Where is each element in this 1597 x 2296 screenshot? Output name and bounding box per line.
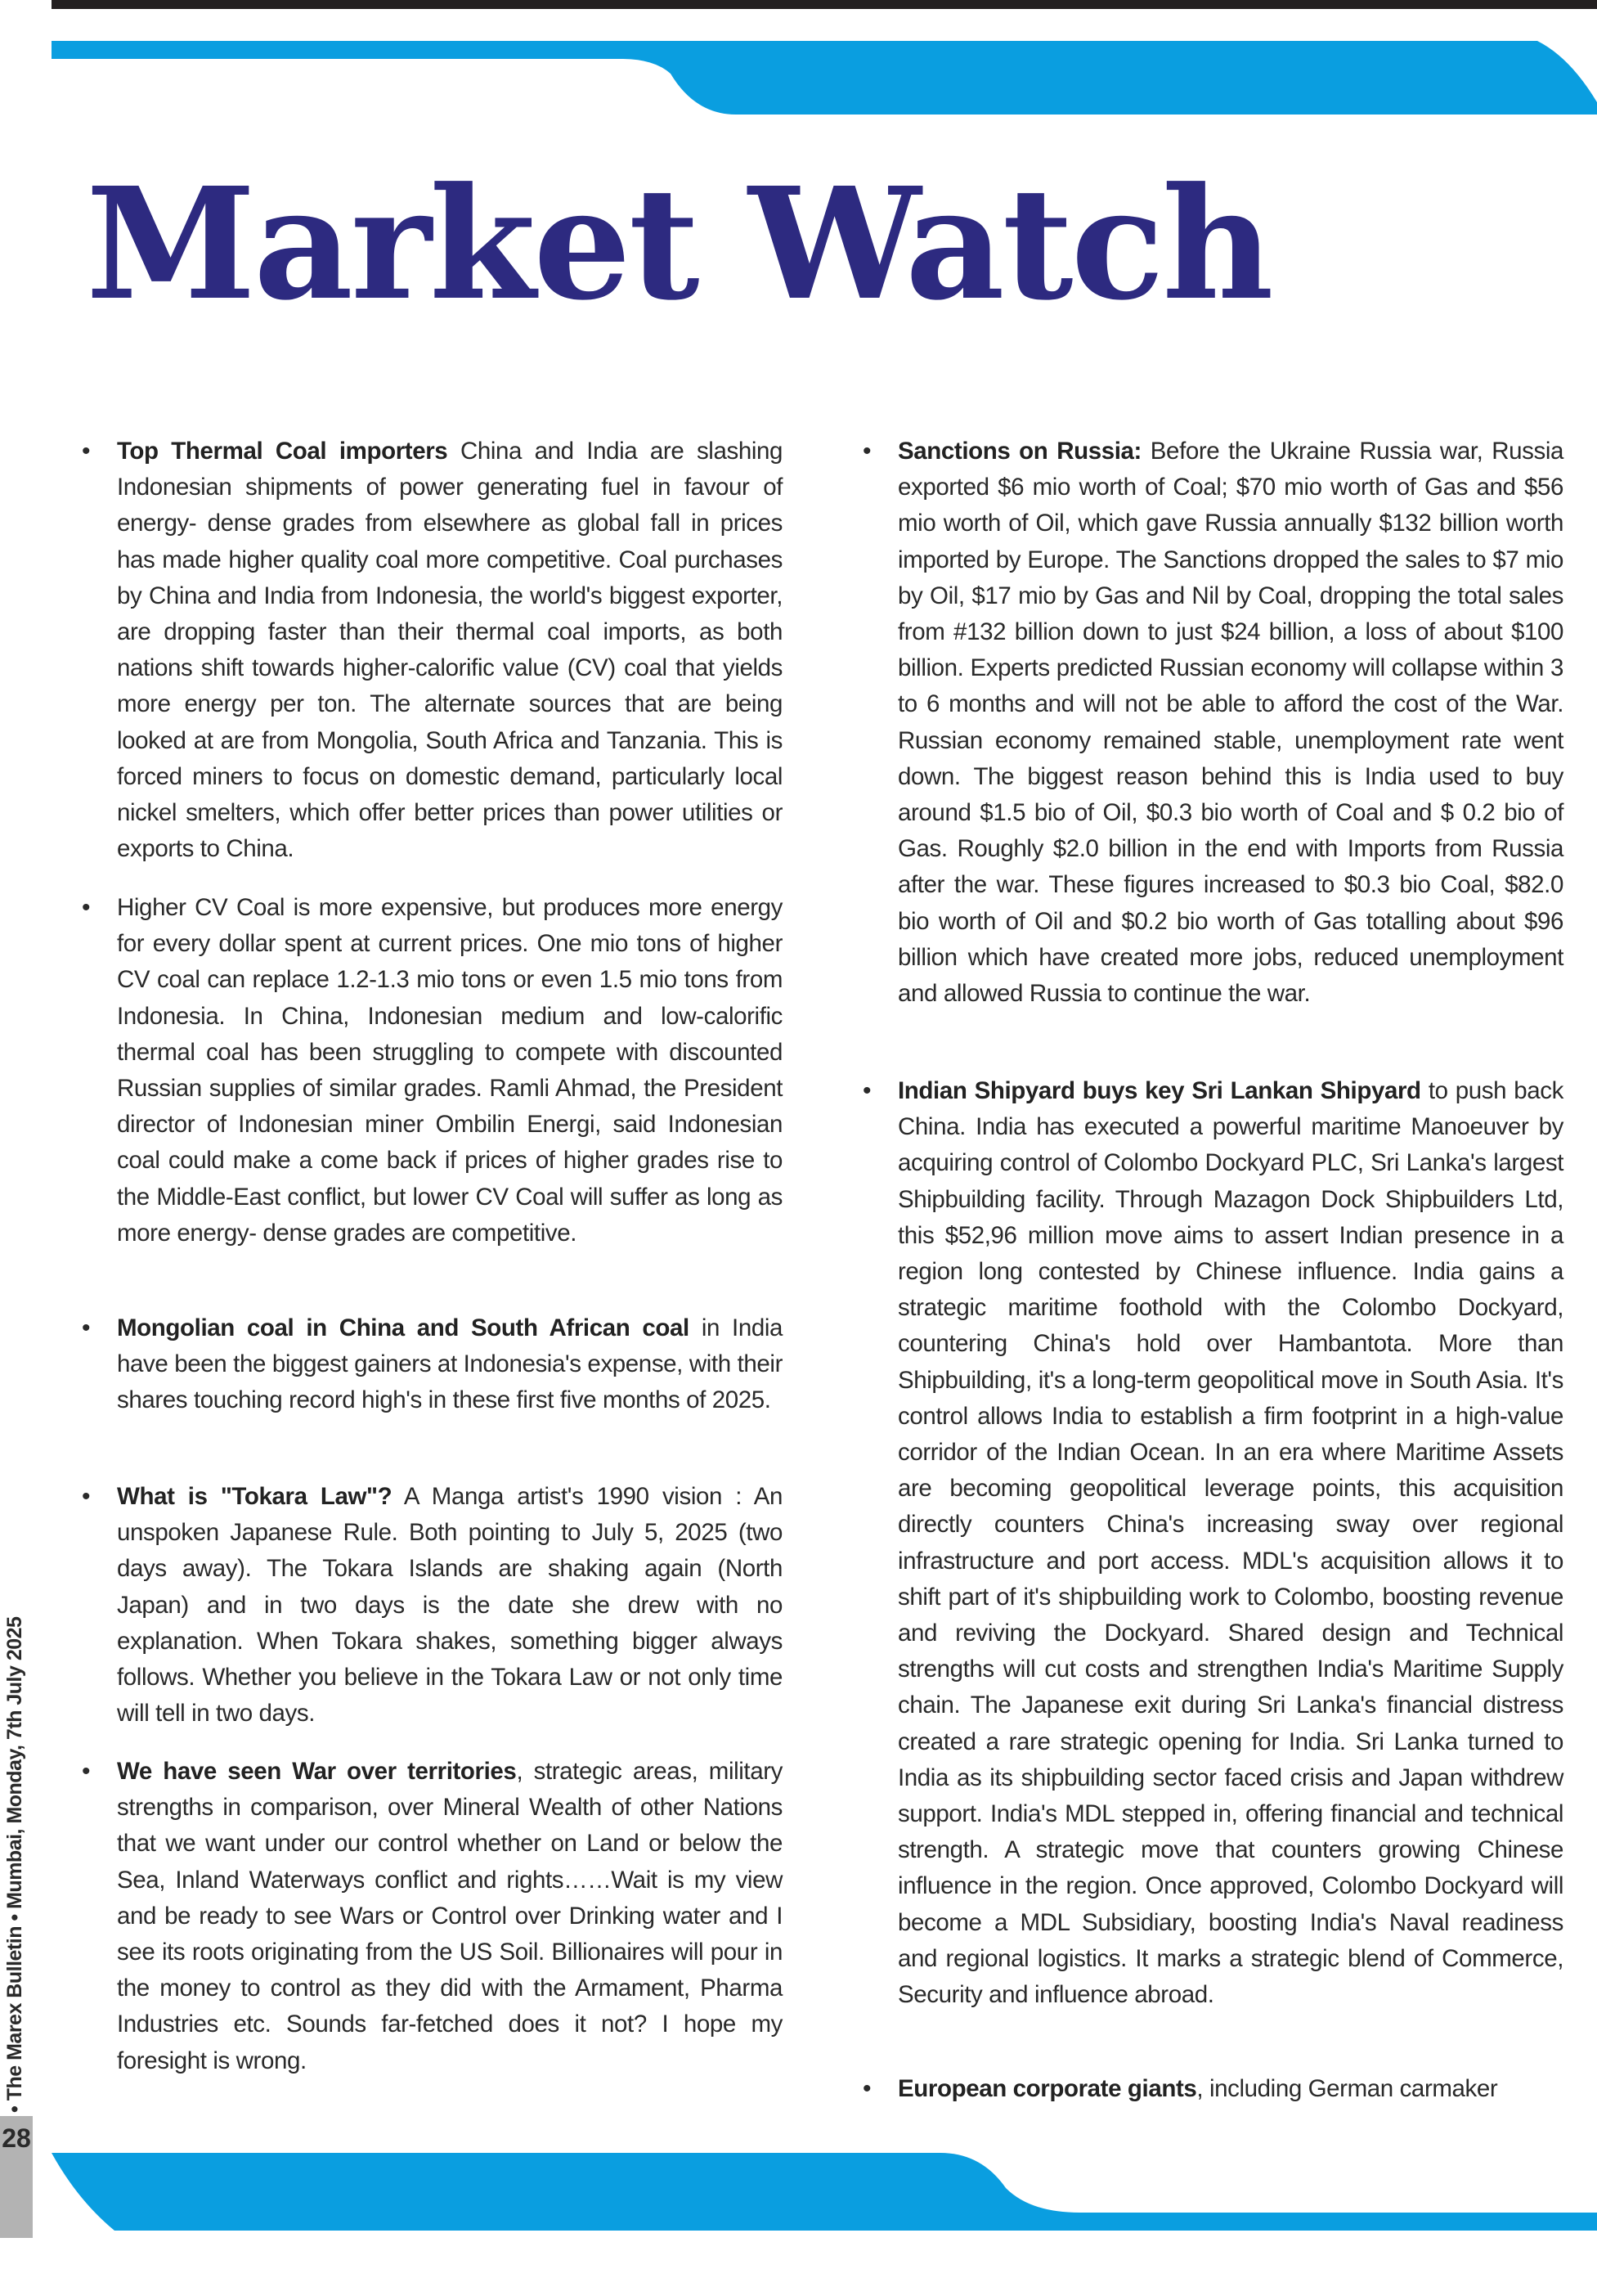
item-lead: Top Thermal Coal importers — [117, 438, 448, 465]
article-item — [117, 1310, 783, 1419]
item-text: Before the Ukraine Russia war, Russia exported $6 mio worth of Coal; $70 mio worth of Gas and $56 mio worth of Oil, which gave Russia annually $132 billion worth imported by Europe. The Sanctions dropped the sales to $7 mio by Oil, $17 mio by Gas and Nil by Coal, dropping the total sales from #132 billion down to just $24 billion, a loss of about $100 billion. Experts predicted Russian economy will collapse within 3 to 6 months and will not be able to afford the cost of the War. Russian economy remained stable, unemployment rate went down. The biggest reason behind this is India used to buy around $1.5 bio of Oil, $0.3 bio worth of Coal and $ 0.2 bio of Gas. Roughly $2.0 billion in the end with Imports from Russia after the war. These figures increased to $0.3 bio Coal, $82.0 bio worth of Oil and $0.2 bio worth of Gas totalling about $96 billion which have created more jobs, reduced unemployment and allowed Russia to continue the war. — [898, 438, 1563, 1008]
bullet: • — [863, 438, 872, 465]
item-text: China and India are slashing Indonesian shipments of power generating fuel in favour of energy- dense grades from elsewhere as global fall in prices has made higher quality coal more competitive. Coal purchases by China and India from Indonesia, the world's biggest exporter, are dropping faster than their thermal coal imports, as both nations shift towards higher-calorific value (CV) coal that yields more energy per ton. The alternate sources that are being looked at are from Mongolia, South Africa and Tanzania. This is forced miners to focus on domestic demand, particularly local nickel smelters, which offer better prices than power utilities or exports to China. — [117, 438, 783, 863]
footer-swoosh — [0, 2151, 1597, 2233]
item-text: A Manga artist's 1990 vision : An unspoken Japanese Rule. Both pointing to July 5, 2025 (two days away). The Tokara Islands are shaking again (North Japan) and in two days is the date she drew with no explanation. When Tokara shakes, something bigger always follows. Whether you believe in the Tokara Law or not only time will tell in two days. — [117, 1483, 783, 1728]
article-item — [117, 434, 783, 867]
article-item — [898, 434, 1563, 1012]
header-swoosh — [0, 41, 1597, 119]
item-lead: European corporate giants — [898, 2075, 1197, 2102]
bullet: • — [863, 1077, 872, 1104]
bullet: • — [82, 894, 91, 921]
item-lead: Indian Shipyard buys key Sri Lankan Shipyard — [898, 1077, 1421, 1104]
bullet: • — [82, 1314, 91, 1341]
publication-sidebar: • The Marex Bulletin • Mumbai, Monday, 7th July 2025 — [3, 1616, 26, 2113]
item-lead: Sanctions on Russia: — [898, 438, 1142, 465]
article-item — [117, 1754, 783, 2079]
article-item — [898, 2071, 1563, 2107]
item-text: , strategic areas, military strengths in comparison, over Mineral Wealth of other Nations that we want under our control whether on Land or below the Sea, Inland Waterways conflict and rights……Wait is my view and be ready to see Wars or Control over Drinking water and I see its roots originating from the US Soil. Billionaires will pour in the money to control as they did with the Armament, Pharma Industries etc. Sounds far-fetched does it not? I hope my foresight is wrong. — [117, 1758, 783, 2074]
item-lead: We have seen War over territories — [117, 1758, 517, 1785]
bullet: • — [82, 438, 91, 465]
article-item — [898, 1073, 1563, 2013]
top-rule — [52, 0, 1597, 9]
item-lead: Mongolian coal in China and South African coal — [117, 1314, 689, 1341]
article-item — [117, 1479, 783, 1732]
item-text: Higher CV Coal is more expensive, but produces more energy for every dollar spent at current prices. One mio tons of higher CV coal can replace 1.2-1.3 mio tons or even 1.5 mio tons from Indonesia. In China, Indonesian medium and low-calorific thermal coal has been struggling to compete with discounted Russian supplies of similar grades. Ramli Ahmad, the President director of Indonesian miner Ombilin Energi, said Indonesian coal could make a come back if prices of higher grades rise to the Middle-East conflict, but lower CV Coal will suffer as long as more energy- dense grades are competitive. — [117, 894, 783, 1247]
bullet: • — [82, 1758, 91, 1785]
item-text: to push back China. India has executed a powerful maritime Manoeuver by acquiring control of Colombo Dockyard PLC, Sri Lanka's largest Shipbuilding facility. Through Mazagon Dock Shipbuilders Ltd, this $52,96 million move aims to assert Indian presence in a region long contested by Chinese influence. India gains a strategic maritime foothold with the Colombo Dockyard, countering China's hold over Hambantota. More than Shipbuilding, it's a long-term geopolitical move in South Asia. It's control allows India to establish a firm footprint in a high-value corridor of the Indian Ocean. In an era where Maritime Assets are becoming geopolitical leverage points, this acquisition directly counters China's increasing sway over regional infrastructure and port access. MDL's acquisition allows it to shift part of it's shipbuilding work to Colombo, boosting revenue and reviving the Dockyard. Shared design and Technical strengths will cut costs and strengthen India's Maritime Supply chain. The Japanese exit during Sri Lanka's financial distress created a rare strategic opening for India. Sri Lanka turned to India as its shipbuilding sector faced crisis and Japan withdrew support. India's MDL stepped in, offering financial and technical strength. A strategic move that counters growing Chinese influence in the region. Once approved, Colombo Dockyard will become a MDL Subsidiary, boosting India's Naval readiness and regional logistics. It marks a strategic blend of Commerce, Security and influence abroad. — [898, 1077, 1563, 2009]
page-title: Market Watch — [86, 154, 1272, 335]
item-text: in India have been the biggest gainers at Indonesia's expense, with their shares touching record high's in these first five months of 2025. — [117, 1314, 783, 1414]
page-number: 28 — [2, 2123, 31, 2153]
item-lead: What is "Tokara Law"? — [117, 1483, 393, 1510]
bullet: • — [863, 2075, 872, 2102]
article-item — [117, 890, 783, 1251]
bullet: • — [82, 1483, 91, 1510]
item-text: , including German carmaker — [1196, 2075, 1498, 2102]
